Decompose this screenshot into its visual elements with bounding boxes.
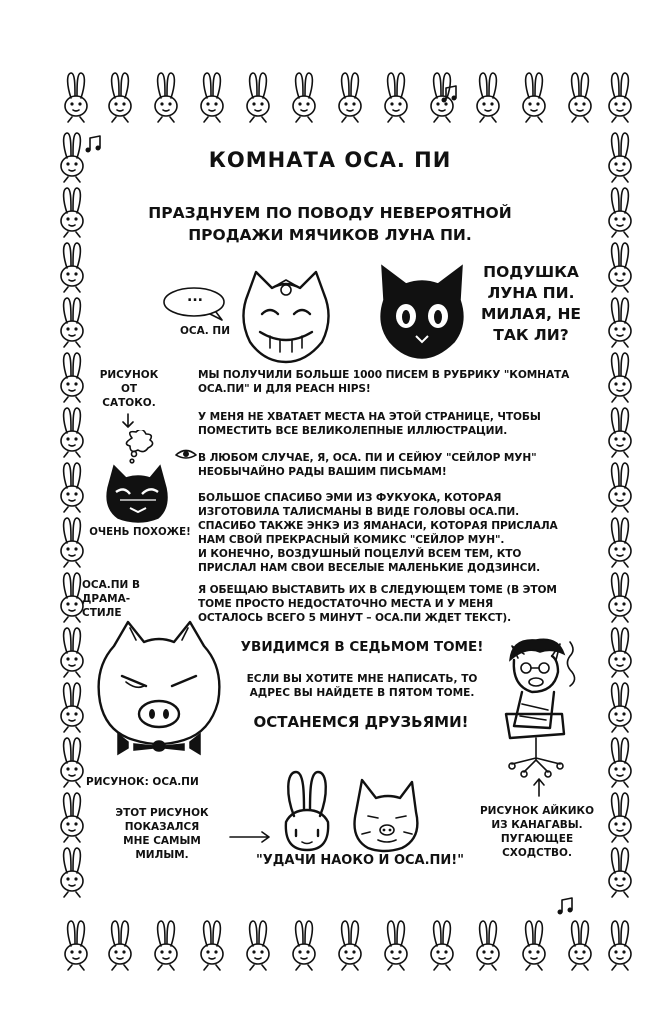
aiko-pig-chair-drawing: [492, 630, 592, 780]
favorite-drawing-label: [106, 806, 218, 862]
bunny-icon: [609, 628, 631, 677]
bunny-icon: [609, 518, 631, 567]
bunny-icon: [523, 921, 545, 970]
paragraph-line: ИЗГОТОВИЛА ТАЛИСМАНЫ В ВИДЕ ГОЛОВЫ ОСА.ПИ.: [198, 506, 520, 518]
paragraph-3: [198, 451, 602, 479]
bunny-icon: [61, 793, 83, 842]
bunny-icon: [155, 73, 177, 122]
label-line: ИЗ КАНАГАВЫ.: [491, 819, 583, 831]
label-line: МНЕ САМЫМ: [123, 835, 201, 847]
arrow-icon: [118, 412, 138, 430]
label-line: ДРАМА-: [82, 593, 131, 605]
subtitle-line: ПРОДАЖИ МЯЧИКОВ ЛУНА ПИ.: [188, 226, 472, 244]
paragraph-line: У МЕНЯ НЕ ХВАТАЕТ МЕСТА НА ЭТОЙ СТРАНИЦЕ, ЧТОБЫ: [198, 411, 541, 423]
pillow-caption-line: ЛУНА ПИ.: [487, 284, 575, 302]
paragraph-line: ПРИСЛАЛ НАМ СВОИ ВЕСЕЛЫЕ МАЛЕНЬКИЕ ДОДЗИНСИ.: [198, 562, 541, 574]
bunny-icon: [609, 683, 631, 732]
bunny-icon: [609, 848, 631, 897]
bunny-icon: [61, 243, 83, 292]
bunny-icon: [65, 73, 87, 122]
label-line: ПУГАЮЩЕЕ: [500, 833, 574, 845]
luna-pi-pillow-drawing: [372, 260, 472, 360]
osa-pi-tag: ОСА. ПИ: [180, 325, 230, 337]
osa-drama-label: [82, 578, 154, 620]
write-to-me-text: [236, 672, 488, 700]
paragraph-line: ОСА.ПИ" И ДЛЯ PEACH HIPS!: [198, 383, 371, 395]
good-luck-text: "УДАЧИ НАОКО И ОСА.ПИ!": [256, 853, 464, 868]
bunny-icon: [201, 73, 223, 122]
bunny-icon: [477, 921, 499, 970]
paragraph-line: Я ОБЕЩАЮ ВЫСТАВИТЬ ИХ В СЛЕДУЮЩЕМ ТОМЕ (В ЭТОМ: [198, 584, 557, 596]
paragraph-line: НЕОБЫЧАЙНО РАДЫ ВАШИМ ПИСЬМАМ!: [198, 466, 447, 478]
label-line: ОТ: [120, 383, 138, 395]
bunny-icon: [569, 73, 591, 122]
bunny-icon: [609, 573, 631, 622]
arrow-icon: [228, 830, 274, 844]
satoko-cat-drawing: [102, 430, 172, 526]
label-line: МИЛЫМ.: [135, 849, 189, 861]
pillow-caption-line: ТАК ЛИ?: [493, 326, 569, 344]
bunny-icon: [61, 683, 83, 732]
label-line: ОСА.ПИ В: [82, 579, 140, 591]
bunny-icon: [609, 921, 631, 970]
page-title: КОМНАТА ОСА. ПИ: [208, 148, 452, 172]
bunny-icon: [247, 921, 269, 970]
bunny-icon: [523, 73, 545, 122]
write-line: АДРЕС ВЫ НАЙДЕТЕ В ПЯТОМ ТОМЕ.: [249, 687, 475, 699]
label-line: ЭТОТ РИСУНОК: [115, 807, 209, 819]
bunny-icon: [61, 463, 83, 512]
bunny-icon: [65, 921, 87, 970]
bunny-icon: [61, 848, 83, 897]
bunny-icon: [61, 628, 83, 677]
paragraph-line: ОСТАЛОСЬ ВСЕГО 5 МИНУТ – ОСА.ПИ ЖДЕТ ТЕКСТ).: [198, 612, 512, 624]
music-note-icon: [556, 896, 578, 918]
bunny-icon: [569, 921, 591, 970]
osa-pi-pig-drawing: [84, 616, 234, 766]
paragraph-line: МЫ ПОЛУЧИЛИ БОЛЬШЕ 1000 ПИСЕМ В РУБРИКУ "КОМНАТА: [198, 369, 570, 381]
label-line: РИСУНОК АЙКИКО: [479, 805, 595, 817]
bunny-icon: [385, 73, 407, 122]
paragraph-line: НАМ СВОЙ ПРЕКРАСНЫЙ КОМИКС "СЕЙЛОР МУН".: [198, 534, 505, 546]
bunny-icon: [61, 573, 83, 622]
bunny-icon: [609, 298, 631, 347]
music-note-icon: [440, 84, 462, 106]
speech-bubble-text: ...: [187, 289, 203, 305]
paragraph-5: [198, 583, 602, 625]
paragraph-4: [198, 491, 602, 575]
aiko-drawing-label: [472, 804, 602, 860]
eye-icon: [174, 446, 198, 462]
bunny-and-cat-drawing: [272, 766, 422, 856]
page-subtitle: [120, 202, 540, 246]
bunny-icon: [339, 73, 361, 122]
label-line: СХОДСТВО.: [502, 847, 572, 859]
satoko-drawing-label: [84, 368, 174, 410]
paragraph-line: И КОНЕЧНО, ВОЗДУШНЫЙ ПОЦЕЛУЙ ВСЕМ ТЕМ, КТО: [198, 548, 522, 560]
stay-friends-text: ОСТАНЕМСЯ ДРУЗЬЯМИ!: [253, 713, 469, 731]
bunny-icon: [61, 298, 83, 347]
bunny-icon: [477, 73, 499, 122]
bunny-icon: [61, 188, 83, 237]
paragraph-line: В ЛЮБОМ СЛУЧАЕ, Я, ОСА. ПИ И СЕЙЮУ "СЕЙЛОР МУН": [198, 452, 537, 464]
bunny-icon: [61, 353, 83, 402]
paragraph-2: [198, 410, 602, 438]
paragraph-line: СПАСИБО ТАКЖЕ ЭНКЭ ИЗ ЯМАНАСИ, КОТОРАЯ ПРИСЛАЛА: [198, 520, 558, 532]
label-line: ПОКАЗАЛСЯ: [124, 821, 200, 833]
pillow-caption: [466, 262, 596, 346]
bunny-icon: [609, 243, 631, 292]
bunny-icon: [109, 73, 131, 122]
bunny-icon: [61, 738, 83, 787]
drawing-osa-label: РИСУНОК: ОСА.ПИ: [86, 776, 199, 788]
pillow-caption-line: ПОДУШКА: [483, 263, 579, 281]
bunny-icon: [385, 921, 407, 970]
paragraph-line: ПОМЕСТИТЬ ВСЕ ВЕЛИКОЛЕПНЫЕ ИЛЛЮСТРАЦИИ.: [198, 425, 508, 437]
bunny-icon: [155, 921, 177, 970]
bunny-icon: [61, 133, 83, 182]
bunny-icon: [609, 793, 631, 842]
subtitle-line: ПРАЗДНУЕМ ПО ПОВОДУ НЕВЕРОЯТНОЙ: [148, 204, 512, 222]
bunny-icon: [339, 921, 361, 970]
bunny-icon: [609, 463, 631, 512]
luna-pi-ball-drawing: [234, 266, 338, 366]
bunny-icon: [61, 518, 83, 567]
bunny-icon: [609, 188, 631, 237]
bunny-icon: [247, 73, 269, 122]
label-line: СТИЛЕ: [82, 607, 122, 619]
bunny-icon: [609, 133, 631, 182]
bunny-icon: [293, 73, 315, 122]
pillow-caption-line: МИЛАЯ, НЕ: [480, 305, 582, 323]
bunny-icon: [109, 921, 131, 970]
arrow-icon: [530, 776, 548, 798]
bunny-icon: [61, 408, 83, 457]
bunny-icon: [609, 353, 631, 402]
bunny-icon: [293, 921, 315, 970]
see-you-text: УВИДИМСЯ В СЕДЬМОМ ТОМЕ!: [240, 639, 484, 655]
music-note-icon: [84, 134, 106, 156]
paragraph-line: БОЛЬШОЕ СПАСИБО ЭМИ ИЗ ФУКУОКА, КОТОРАЯ: [198, 492, 502, 504]
paragraph-1: [198, 368, 602, 396]
bunny-icon: [201, 921, 223, 970]
bunny-icon: [431, 921, 453, 970]
bunny-icon: [609, 408, 631, 457]
write-line: ЕСЛИ ВЫ ХОТИТЕ МНЕ НАПИСАТЬ, ТО: [246, 673, 478, 685]
label-line: РИСУНОК: [99, 369, 159, 381]
bunny-icon: [609, 73, 631, 122]
paragraph-line: ТОМЕ ПРОСТО НЕДОСТАТОЧНО МЕСТА И У МЕНЯ: [198, 598, 494, 610]
very-similar-label: ОЧЕНЬ ПОХОЖЕ!: [89, 527, 191, 538]
bunny-icon: [609, 738, 631, 787]
label-line: САТОКО.: [102, 397, 156, 409]
